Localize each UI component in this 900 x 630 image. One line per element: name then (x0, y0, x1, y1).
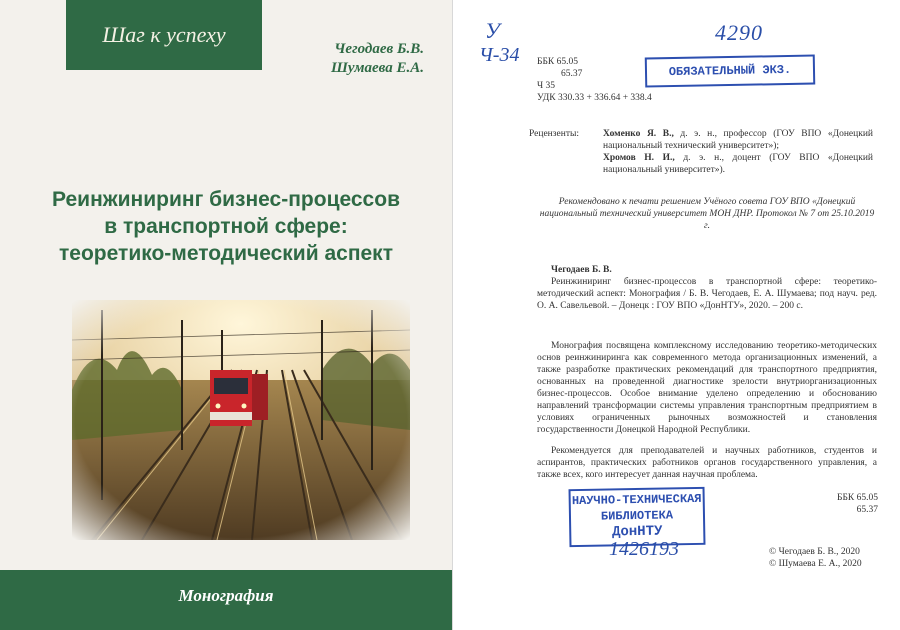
copyright-block (769, 546, 862, 570)
bbk-bottom-line: ББК 65.05 (837, 493, 878, 503)
bbk-line: Ч 35 (537, 81, 556, 91)
reviewers-list (603, 128, 873, 176)
cover-title (20, 186, 432, 267)
railway-photo (72, 300, 410, 540)
legal-deposit-stamp: ОБЯЗАТЕЛЬНЫЙ ЭКЗ. (645, 55, 815, 88)
catalog-entry: Реинжиниринг бизнес-процессов в транспортной сфере: теоретико-методический аспект: Монография / Б. В. Чегодаев, Е. А. Шумаева; под науч. ред. О. А. Савельевой. – Донецк : ГОУ ВПО «ДонНТУ», 2020. – 200 с. (537, 277, 877, 311)
copyright-line: © Чегодаев Б. В., 2020 (769, 547, 860, 557)
title-page (452, 0, 900, 630)
audience-paragraph: Рекомендуется для преподавателей и научных работников, студентов и аспирантов, практических работников органов государственного управления, а также всех, кого интересует данная научная проблема. (537, 446, 877, 480)
cover-author-2: Шумаева Е.А. (331, 60, 424, 76)
cover-genre: Монография (178, 586, 274, 605)
handwritten-shelf-code: Ч-34 (479, 44, 520, 66)
abstract-paragraph: Монография посвящена комплексному исследованию теоретико-методических основ реинжиниринга как современного метода организационных изменений, а также разработке практических рекомендаций для транспортного предприятия, основанных на проведенной диагностике зрелости внутриорганизационных бизнес-процессов. Особое внимание уделено определению и обоснованию направлений трансформации системы управления транспортным предприятием в условиях ограниченных рыночных возможностей и становления государственности Донецкой Народной Республики. (537, 341, 877, 435)
bbk-line: ББК 65.05 (537, 57, 578, 67)
series-band (66, 0, 262, 70)
recommendation-text: Рекомендовано к печати решением Учёного совета ГОУ ВПО «Донецкий национальный технический университет МОН ДНР. Протокол № 7 от 25.10.2019 г. (539, 197, 875, 231)
reviewers-label: Рецензенты: (529, 129, 579, 139)
bbk-line: УДК 330.33 + 336.64 + 338.4 (537, 93, 652, 103)
cover-authors (331, 40, 424, 78)
cover-title-line-2: в транспортной сфере: (104, 215, 348, 238)
handwritten-inventory-number: 4290 (715, 20, 763, 45)
reviewer-name: Хромов Н. И., (603, 153, 675, 163)
library-stamp-line: НАУЧНО-ТЕХНИЧЕСКАЯ (571, 491, 702, 509)
reviewer-name: Хоменко Я. В., (603, 129, 674, 139)
catalog-author: Чегодаев Б. В. (551, 265, 612, 275)
reviewer-details: д. э. н., доцент (ГОУ ВПО «Донецкий национальный университет»). (603, 153, 874, 175)
reviewer-details: д. э. н., профессор (ГОУ ВПО «Донецкий национальный технический университет»); (603, 129, 873, 151)
cover-title-line-1: Реинжиниринг бизнес-процессов (52, 188, 400, 211)
series-title: Шаг к успеху (102, 22, 226, 47)
library-stamp-line: БИБЛИОТЕКА (600, 508, 674, 524)
bbk-bottom (837, 492, 878, 516)
genre-band (0, 570, 452, 630)
bbk-bottom-line: 65.37 (856, 505, 878, 515)
bbk-line: 65.37 (561, 69, 583, 79)
reviewer-entry (603, 128, 873, 152)
bbk-block (537, 56, 652, 104)
library-stamp-line: ДонНТУ (611, 523, 663, 541)
cover-author-1: Чегодаев Б.В. (334, 41, 424, 57)
handwritten-mark: У (485, 18, 500, 43)
cover-title-line-3: теоретико-методический аспект (59, 242, 393, 265)
copyright-line: © Шумаева Е. А., 2020 (769, 559, 862, 569)
handwritten-library-number: 1426193 (609, 538, 679, 560)
reviewer-entry (603, 152, 873, 176)
